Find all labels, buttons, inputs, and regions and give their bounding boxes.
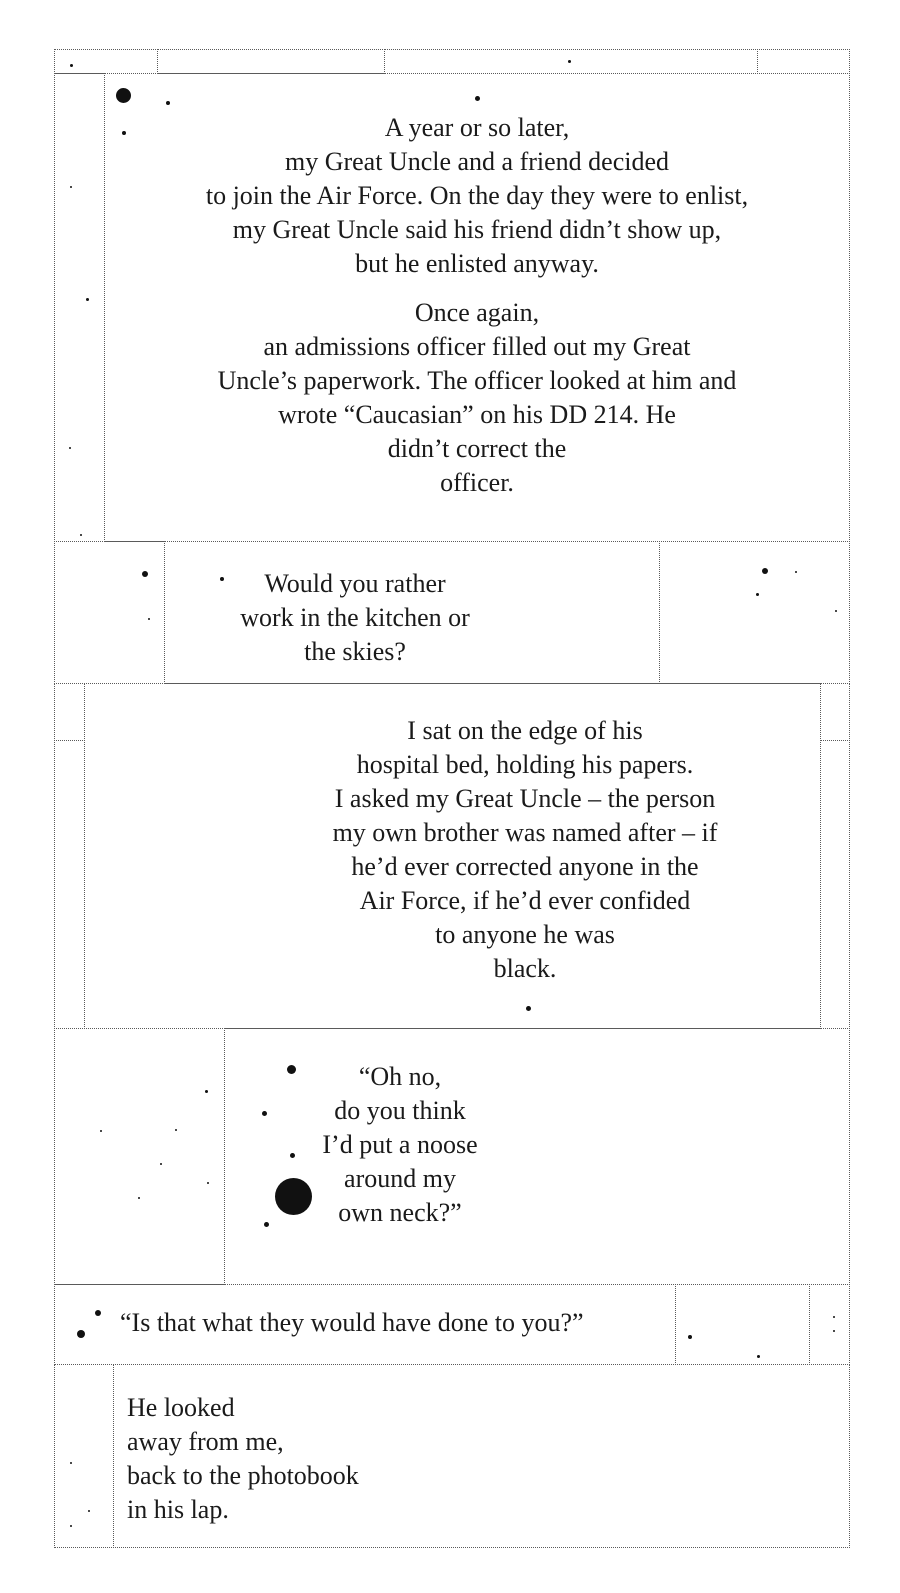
ink-dot — [762, 568, 768, 574]
ink-dot — [80, 534, 82, 536]
top-strip-cell — [757, 49, 850, 74]
ink-dot — [148, 618, 150, 620]
ink-dot — [205, 1090, 208, 1093]
speech-line: “Oh no, — [358, 1062, 442, 1091]
speech-line: I’d put a noose — [322, 1130, 478, 1159]
caption-line: work in the kitchen or — [240, 603, 470, 632]
speech-line: “Is that what they would have done to you?” — [120, 1308, 584, 1337]
caption-line: didn’t correct the — [387, 434, 567, 463]
caption-line: A year or so later, — [384, 113, 570, 142]
caption-line: away from me, — [127, 1427, 284, 1456]
caption-line: Uncle’s paperwork. The officer looked at him and — [217, 366, 737, 395]
done-speech — [120, 1306, 670, 1340]
left-margin-panel — [54, 1364, 114, 1548]
ink-dot — [70, 64, 73, 67]
ink-dot — [70, 186, 72, 188]
caption-line: wrote “Caucasian” on his DD 214. He — [278, 400, 676, 429]
ink-dot — [160, 1163, 162, 1165]
right-panel — [675, 1284, 810, 1365]
caption-line: an admissions officer filled out my Great — [263, 332, 691, 361]
ink-dot — [175, 1129, 177, 1131]
left-panel — [54, 541, 165, 684]
right-margin-panel — [809, 1284, 850, 1365]
ink-dot — [70, 1525, 72, 1527]
caption-line: but he enlisted anyway. — [355, 249, 599, 278]
top-strip-cell — [384, 49, 758, 74]
ink-dot — [688, 1335, 692, 1339]
ink-dot — [287, 1065, 296, 1074]
noose-speech — [295, 1060, 505, 1230]
ink-dot — [70, 1462, 72, 1464]
speech-line: own neck?” — [338, 1198, 462, 1227]
speech-line: do you think — [334, 1096, 466, 1125]
caption-line: the skies? — [304, 637, 406, 666]
speech-line: around my — [344, 1164, 456, 1193]
ink-dot — [833, 1330, 835, 1332]
ink-dot — [526, 1006, 531, 1011]
caption-line: he’d ever corrected anyone in the — [351, 852, 699, 881]
caption-line: hospital bed, holding his papers. — [356, 750, 694, 779]
caption-line: my own brother was named after – if — [332, 818, 718, 847]
caption-line: officer. — [440, 468, 514, 497]
ink-dot — [77, 1330, 85, 1338]
ink-dot — [142, 571, 148, 577]
ink-dot — [835, 610, 837, 612]
left-margin-panel — [54, 683, 85, 741]
caption-line: in his lap. — [127, 1495, 229, 1524]
caption-line: my Great Uncle said his friend didn’t show up, — [232, 215, 722, 244]
ink-dot — [756, 593, 759, 596]
ink-dot — [95, 1310, 101, 1316]
ink-dot — [138, 1197, 140, 1199]
caption-line: Air Force, if he’d ever confided — [359, 886, 691, 915]
ink-dot — [290, 1153, 295, 1158]
left-panel — [54, 1028, 225, 1285]
caption-line: to join the Air Force. On the day they were to enlist, — [205, 181, 749, 210]
ink-dot — [795, 571, 797, 573]
ink-dot — [220, 577, 224, 581]
left-margin-panel — [54, 740, 85, 1029]
caption-line: my Great Uncle and a friend decided — [284, 147, 670, 176]
top-strip-cell — [157, 49, 385, 74]
ink-dot — [100, 1130, 102, 1132]
ink-dot — [122, 131, 126, 135]
paperwork-caption — [104, 296, 850, 500]
ink-dot — [275, 1178, 312, 1215]
hospital-caption — [285, 714, 765, 986]
right-panel — [659, 541, 850, 684]
ink-dot — [757, 1355, 760, 1358]
caption-line: He looked — [127, 1393, 235, 1422]
ink-dot — [568, 60, 571, 63]
caption-line: back to the photobook — [127, 1461, 359, 1490]
ink-dot — [264, 1222, 269, 1227]
ink-dot — [833, 1316, 835, 1318]
ink-dot — [475, 96, 480, 101]
ink-dot — [86, 298, 89, 301]
right-margin-panel — [820, 683, 850, 741]
caption-line: to anyone he was — [435, 920, 615, 949]
ink-dot — [116, 88, 131, 103]
ink-dot — [88, 1510, 90, 1512]
top-strip-cell — [54, 49, 158, 74]
right-margin-panel — [820, 740, 850, 1029]
question-caption — [205, 567, 505, 669]
photobook-caption — [127, 1391, 527, 1527]
caption-line: Once again, — [414, 298, 540, 327]
ink-dot — [207, 1182, 209, 1184]
caption-line: I sat on the edge of his — [407, 716, 643, 745]
ink-dot — [69, 447, 71, 449]
ink-dot — [262, 1111, 267, 1116]
enlist-caption — [104, 111, 850, 281]
ink-dot — [166, 101, 170, 105]
caption-line: black. — [493, 954, 557, 983]
caption-line: Would you rather — [264, 569, 446, 598]
left-margin-panel — [54, 73, 105, 542]
caption-line: I asked my Great Uncle – the person — [334, 784, 716, 813]
